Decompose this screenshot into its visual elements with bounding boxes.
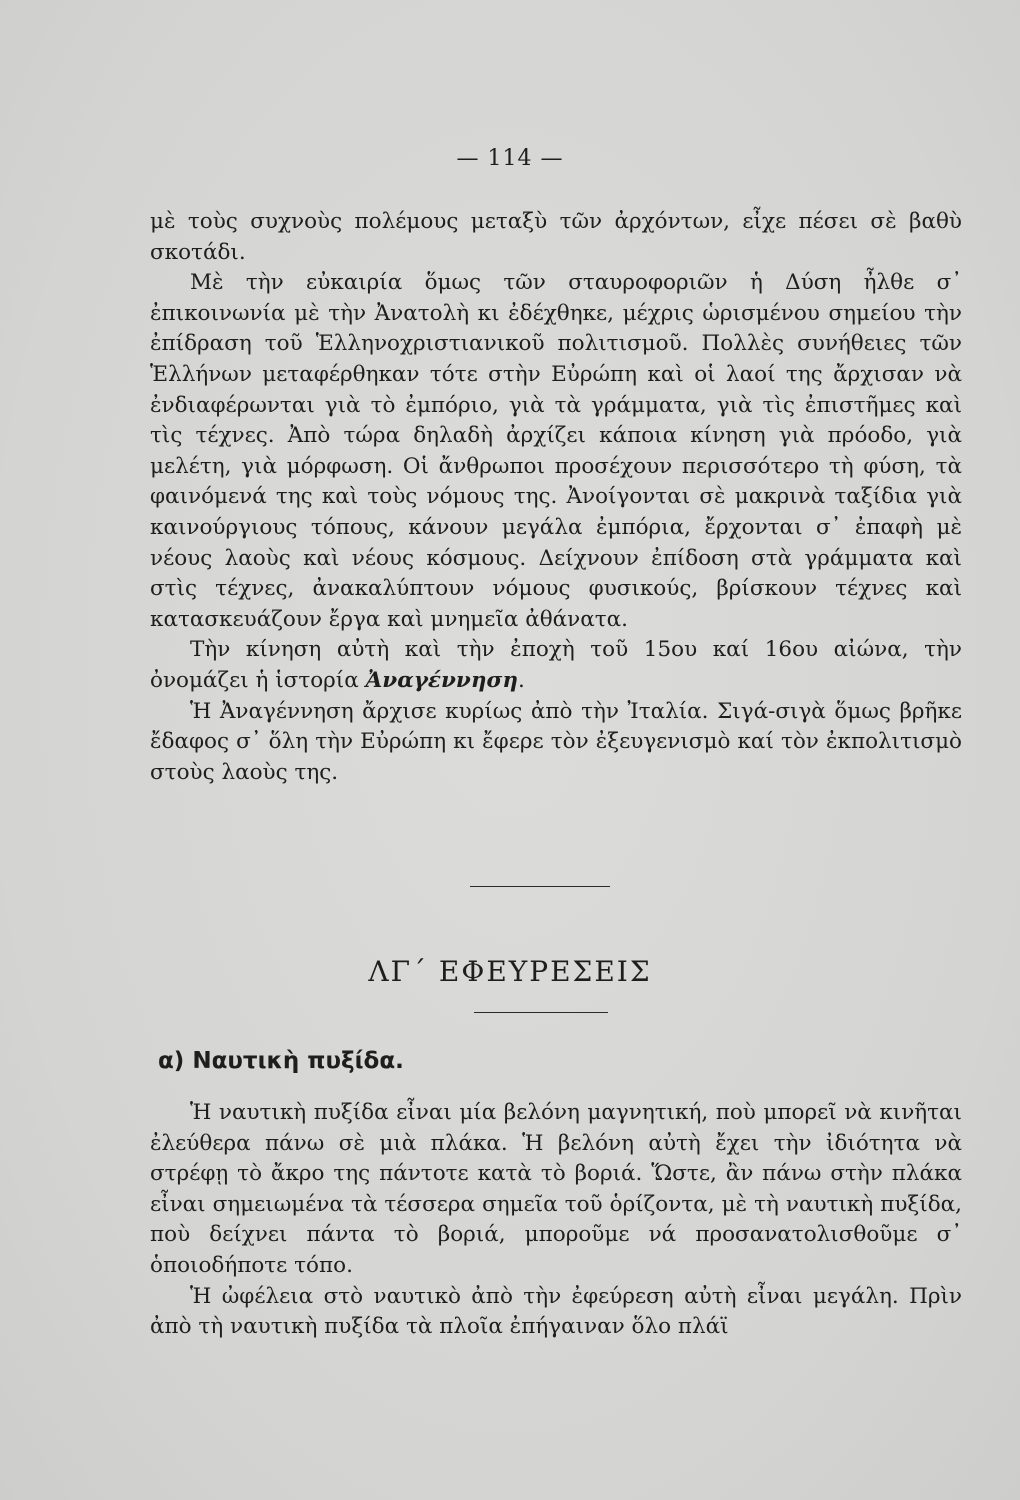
- chapter-title: ΛΓ΄ ΕΦΕΥΡΕΣΕΙΣ: [368, 955, 652, 988]
- section-title: α) Ναυτικὴ πυξίδα.: [158, 1048, 404, 1074]
- paragraph-text: Τὴν κίνηση αὐτὴ καὶ τὴν ἐποχὴ τοῦ 15ου καί 16ου αἰώνα, τὴν ὀνομάζει ἡ ἱστορία: [150, 637, 962, 693]
- text-block-compass: [150, 1098, 962, 1343]
- paragraph: [150, 635, 962, 696]
- chapter-title-underline: [474, 1012, 608, 1013]
- paragraph: Ἡ Ἀναγέννηση ἄρχισε κυρίως ἀπὸ τὴν Ἰταλία. Σιγά-σιγὰ ὅμως βρῆκε ἔδαφος σ᾽ ὅλη τὴν Εὐρώπη κι ἔφερε τὸν ἐξευγενισμὸ καί τὸν ἐκπολιτισμὸ στοὺς λαοὺς της.: [150, 698, 962, 785]
- text-block-renaissance: [150, 207, 962, 788]
- paragraph: Μὲ τὴν εὐκαιρία ὅμως τῶν σταυροφοριῶν ἡ Δύση ἦλθε σ᾽ ἐπικοινωνία μὲ τὴν Ἀνατολὴ κι ἐδέχθηκε, μέχρις ὡρισμένου σημείου τὴν ἐπίδραση τοῦ Ἑλληνοχριστιανικοῦ πολιτισμοῦ. Πολλὲς συνήθειες τῶν Ἑλλήνων μεταφέρθηκαν τότε στὴν Εὐρώπη καὶ οἱ λαοί της ἄρχισαν νὰ ἐνδιαφέρωνται γιὰ τὸ ἐμπόριο, γιὰ τὰ γράμματα, γιὰ τὶς ἐπιστῆμες καὶ τὶς τέχνες. Ἀπὸ τώρα δηλαδὴ ἀρχίζει κάποια κίνηση γιὰ πρόοδο, γιὰ μελέτη, γιὰ μόρφωση. Οἱ ἄνθρωποι προσέχουν περισσότερο τὴ φύση, τὰ φαινόμενά της καὶ τοὺς νόμους της. Ἀνοίγονται σὲ μακρινὰ ταξίδια γιὰ καινούργιους τόπους, κάνουν μεγάλα ἐμπόρια, ἔρχονται σ᾽ ἐπαφὴ μὲ νέους λαοὺς καὶ νέους κόσμους. Δείχνουν ἐπίδοση στὰ γράμματα καὶ στὶς τέχνες, ἀνακαλύπτουν νόμους φυσικούς, βρίσκουν τέχνες καὶ κατασκευάζουν ἔργα καὶ μνημεῖα ἀθάνατα.: [150, 270, 962, 632]
- paragraph: μὲ τοὺς συχνοὺς πολέμους μεταξὺ τῶν ἀρχόντων, εἶχε πέσει σὲ βαθὺ σκοτάδι.: [150, 209, 962, 265]
- separator-rule: [470, 886, 610, 887]
- paragraph: Ἡ ὠφέλεια στὸ ναυτικὸ ἀπὸ τὴν ἐφεύρεση αὐτὴ εἶναι μεγάλη. Πρὶν ἀπὸ τὴ ναυτικὴ πυξίδα τὰ πλοῖα ἐπήγαιναν ὅλο πλάϊ: [150, 1283, 962, 1340]
- paragraph: Ἡ ναυτικὴ πυξίδα εἶναι μία βελόνη μαγνητική, ποὺ μπορεῖ νὰ κινῆται ἐλεύθερα πάνω σὲ μιὰ πλάκα. Ἡ βελόνη αὐτὴ ἔχει τὴν ἰδιότητα νὰ στρέφῃ τὸ ἄκρο της πάντοτε κατὰ τὸ βοριά. Ὥστε, ἂν πάνω στὴν πλάκα εἶναι σημειωμένα τὰ τέσσερα σημεῖα τοῦ ὁρίζοντα, μὲ τὴ ναυτικὴ πυξίδα, ποὺ δείχνει πάντα τὸ βοριά, μποροῦμε νά προσανατολισθοῦμε σ᾽ ὁποιοδήποτε τόπο.: [150, 1100, 962, 1278]
- emphasized-term: Ἀναγέννηση: [365, 667, 518, 693]
- paragraph-text: .: [517, 667, 525, 693]
- page-number: — 114 —: [456, 146, 564, 171]
